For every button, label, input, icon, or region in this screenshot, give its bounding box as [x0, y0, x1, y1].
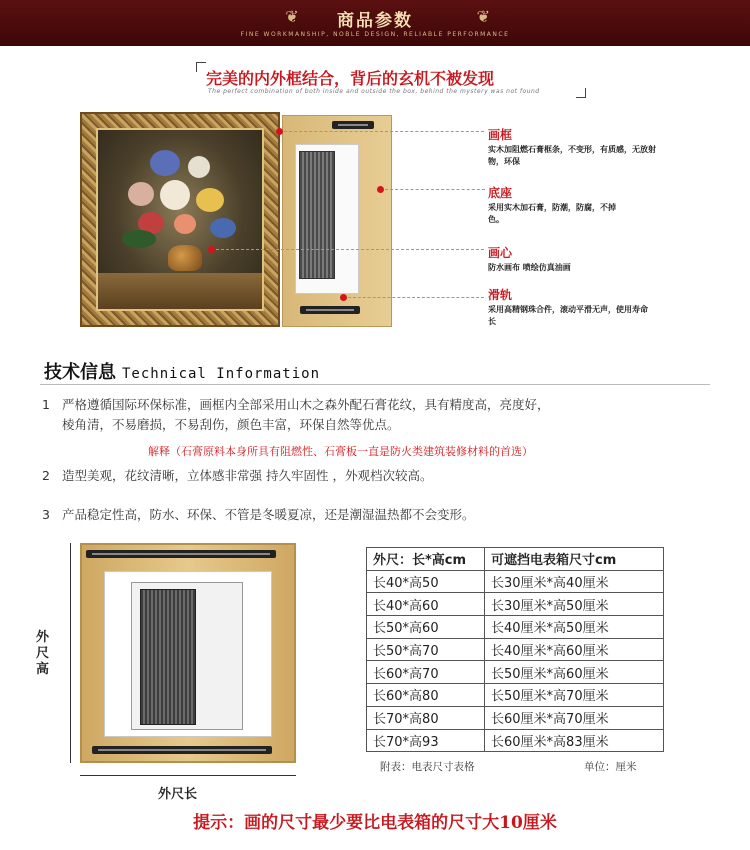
- callout-name: 画框: [488, 128, 513, 142]
- table-row: [367, 706, 664, 729]
- tech-item-num: 1: [42, 397, 50, 412]
- tech-title-en: Technical Information: [122, 366, 321, 382]
- table-cell: 长60*高70: [367, 661, 485, 684]
- table-note-right: 单位：厘米: [584, 761, 637, 773]
- leader-line: [348, 297, 484, 298]
- callout-dot-canvas: [208, 246, 215, 253]
- banner-title: 商品参数: [337, 11, 413, 31]
- callout-desc: 实木加阻燃石膏框条，不变形，有质感，无放射物，环保: [488, 145, 656, 166]
- width-dimension-line: [80, 775, 296, 776]
- right-ornament-icon: ❦: [476, 7, 490, 26]
- callout-desc: 采用实木加石膏，防潮，防腐，不掉色。: [488, 203, 616, 224]
- divider: [40, 384, 710, 385]
- table-row: [367, 616, 664, 639]
- table-cell: 长50*高70: [367, 638, 485, 661]
- frame-opening: [295, 144, 359, 294]
- callout-base: [488, 184, 658, 226]
- banner-subtitle: FINE WORKMANSHIP, NOBLE DESIGN, RELIABLE PERFORMANCE: [240, 31, 510, 38]
- tech-item-line: 棱角清，不易磨损，不易刮伤，颜色丰富，环保自然等优点。: [62, 417, 400, 432]
- slide-rail-bottom: [92, 746, 272, 754]
- frame-size-diagram: [80, 543, 296, 763]
- table-cell: 长70*高93: [367, 729, 485, 752]
- painting-image: [80, 112, 280, 327]
- tech-title-cn: 技术信息: [44, 362, 116, 383]
- callout-dot-rail: [340, 294, 347, 301]
- table-cell: 长60*高80: [367, 684, 485, 707]
- table-row: [367, 593, 664, 616]
- table-cell: 长50厘米*高70厘米: [485, 684, 664, 707]
- table-cell: 长30厘米*高50厘米: [485, 593, 664, 616]
- callout-dot-base: [377, 186, 384, 193]
- table-header-row: [367, 548, 664, 571]
- callout-name: 滑轨: [488, 288, 513, 302]
- table-row: [367, 638, 664, 661]
- meter-box-window: [140, 589, 196, 725]
- size-table: [366, 547, 664, 752]
- leader-line: [284, 131, 484, 132]
- table-cell: 长70*高80: [367, 706, 485, 729]
- table-cell: 长40*高60: [367, 593, 485, 616]
- meter-box: [131, 582, 243, 730]
- tech-note: 解释（石膏原料本身所具有阻燃性、石膏板一直是防火类建筑装修材料的首选）: [148, 445, 533, 458]
- callout-frame: [488, 126, 658, 168]
- back-frame-diagram: [282, 115, 392, 327]
- tech-item-num: 3: [42, 507, 50, 522]
- frame-opening: [104, 571, 272, 737]
- callout-desc: 防水画布 喷绘仿真油画: [488, 263, 571, 272]
- width-label: 外尺长: [158, 787, 198, 802]
- table-header: 可遮挡电表箱尺寸cm: [485, 548, 664, 571]
- tip-text: 提示：画的尺寸最少要比电表箱的尺寸大10厘米: [193, 813, 557, 833]
- meter-box: [299, 151, 335, 279]
- bracket-left: [196, 62, 206, 72]
- slide-rail-top: [332, 121, 374, 129]
- callout-name: 底座: [488, 186, 513, 200]
- table-cell: 长50厘米*高60厘米: [485, 661, 664, 684]
- table-cell: 长60厘米*高70厘米: [485, 706, 664, 729]
- table-cell: 长30厘米*高40厘米: [485, 570, 664, 593]
- tagline: [196, 62, 586, 98]
- callout-rail: [488, 286, 658, 328]
- tagline-main: 完美的内外框结合，背后的玄机不被发现: [206, 69, 495, 88]
- tech-item-line: 造型美观，花纹清晰，立体感非常强 持久牢固性 ，外观档次较高。: [62, 468, 433, 483]
- leader-line: [216, 249, 484, 250]
- table-note-left: 附表：电表尺寸表格: [380, 761, 475, 773]
- bracket-right: [576, 88, 586, 98]
- table-cell: 长40*高50: [367, 570, 485, 593]
- tech-heading: [44, 358, 320, 384]
- callout-name: 画心: [488, 246, 513, 260]
- tech-item: [42, 395, 550, 435]
- table-row: [367, 729, 664, 752]
- table-cell: 长40厘米*高60厘米: [485, 638, 664, 661]
- height-label: 外尺高: [36, 630, 50, 677]
- table-row: [367, 661, 664, 684]
- header-banner: [0, 0, 750, 46]
- height-dimension-line: [70, 543, 71, 763]
- callout-desc: 采用高精钢珠合件，滚动平滑无声，使用寿命长: [488, 305, 648, 326]
- callout-dot-frame: [276, 128, 283, 135]
- slide-rail-bottom: [300, 306, 360, 314]
- table-row: [367, 684, 664, 707]
- table-cell: 长60厘米*高83厘米: [485, 729, 664, 752]
- table-cell: 长40厘米*高50厘米: [485, 616, 664, 639]
- oil-painting-flowers: [96, 128, 264, 311]
- table-row: [367, 570, 664, 593]
- tech-item-line: 产品稳定性高，防水、环保、不管是冬暖夏凉，还是潮湿温热都不会变形。: [62, 507, 475, 522]
- callout-canvas: [488, 244, 658, 274]
- tech-item-line: 严格遵循国际环保标准，画框内全部采用山木之森外配石膏花纹，具有精度高，亮度好，: [62, 397, 550, 412]
- table-cell: 长50*高60: [367, 616, 485, 639]
- tech-item: [42, 466, 432, 486]
- leader-line: [385, 189, 485, 190]
- tech-item: [42, 505, 475, 525]
- slide-rail-top: [86, 550, 276, 558]
- left-ornament-icon: ❦: [285, 7, 299, 26]
- tech-item-num: 2: [42, 468, 50, 483]
- table-header: 外尺：长*高cm: [367, 548, 485, 571]
- tagline-sub: The perfect combination of both inside and outside the box, behind the mystery was not found: [208, 88, 540, 95]
